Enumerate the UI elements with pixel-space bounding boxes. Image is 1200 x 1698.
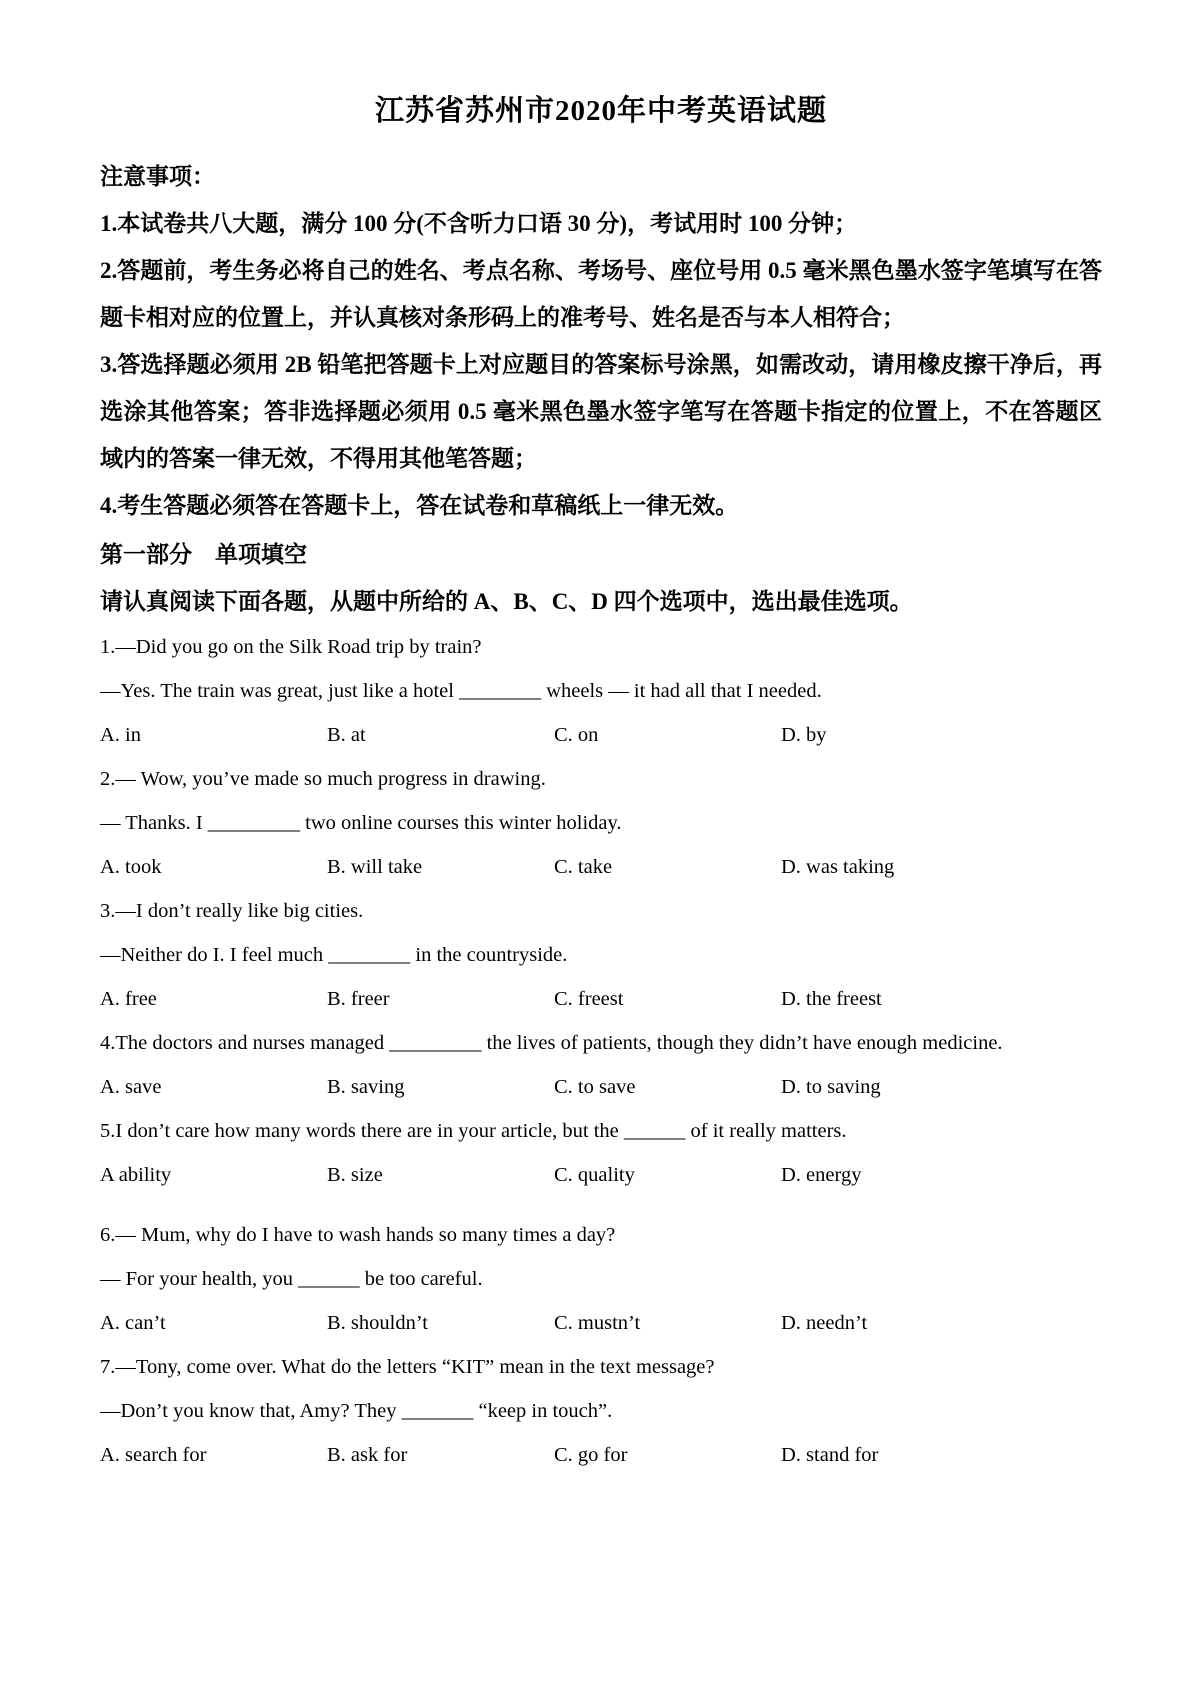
question-3 [100, 889, 1102, 1021]
option-d: D. stand for [781, 1444, 879, 1466]
option-a: A. save [100, 1076, 162, 1098]
notice-section [100, 153, 1102, 529]
option-d: D. needn’t [781, 1312, 868, 1334]
option-b: B. size [327, 1164, 383, 1186]
question-5-options [100, 1153, 1102, 1197]
option-a: A. took [100, 856, 162, 878]
option-a: A. search for [100, 1444, 207, 1466]
question-1-line-2: —Yes. The train was great, just like a hotel ________ wheels — it had all that I needed. [100, 680, 822, 702]
option-c: C. quality [554, 1164, 635, 1186]
option-a: A ability [100, 1164, 172, 1186]
option-a: A. in [100, 724, 141, 746]
page-title: 江苏省苏州市2020年中考英语试题 [374, 95, 827, 127]
option-b: B. at [327, 724, 366, 746]
option-b: B. ask for [327, 1444, 408, 1466]
option-d: D. energy [781, 1164, 862, 1186]
notice-item-2: 2.答题前，考生务必将自己的姓名、考点名称、考场号、座位号用 0.5 毫米黑色墨水签字笔填写在答题卡相对应的位置上，并认真核对条形码上的准考号、姓名是否与本人相符合； [100, 258, 1102, 330]
question-2-options [100, 845, 1102, 889]
question-5-line-1: 5.I don’t care how many words there are in your article, but the ______ of it really matters. [100, 1120, 847, 1142]
option-b: B. will take [327, 856, 423, 878]
question-7-line-1: 7.—Tony, come over. What do the letters “KIT” mean in the text message? [100, 1356, 715, 1378]
question-5 [100, 1109, 1102, 1197]
notice-item-4: 4.考生答题必须答在答题卡上，答在试卷和草稿纸上一律无效。 [100, 493, 739, 518]
question-1-line-1: 1.—Did you go on the Silk Road trip by train? [100, 636, 482, 658]
notice-header: 注意事项： [100, 164, 215, 189]
question-2-line-1: 2.— Wow, you’ve made so much progress in drawing. [100, 768, 546, 790]
question-4-options [100, 1065, 1102, 1109]
question-3-line-2: —Neither do I. I feel much ________ in the countryside. [100, 944, 568, 966]
option-d: D. by [781, 724, 827, 746]
option-c: C. take [554, 856, 613, 878]
question-2 [100, 757, 1102, 889]
question-4-line-1: 4.The doctors and nurses managed _________ the lives of patients, though they didn’t have enough medicine. [100, 1032, 1003, 1054]
section-instruction: 请认真阅读下面各题，从题中所给的 A、B、C、D 四个选项中，选出最佳选项。 [100, 589, 913, 614]
option-c: C. to save [554, 1076, 636, 1098]
option-b: B. saving [327, 1076, 405, 1098]
option-d: D. to saving [781, 1076, 881, 1098]
option-d: D. the freest [781, 988, 882, 1010]
question-6 [100, 1213, 1102, 1345]
question-7-options [100, 1433, 1102, 1477]
option-c: C. go for [554, 1444, 628, 1466]
option-a: A. free [100, 988, 157, 1010]
question-3-line-1: 3.—I don’t really like big cities. [100, 900, 364, 922]
option-a: A. can’t [100, 1312, 166, 1334]
question-3-options [100, 977, 1102, 1021]
question-2-line-2: — Thanks. I _________ two online courses this winter holiday. [100, 812, 622, 834]
section-title: 第一部分 单项填空 [100, 542, 307, 567]
option-c: C. on [554, 724, 599, 746]
question-6-options [100, 1301, 1102, 1345]
option-c: C. freest [554, 988, 624, 1010]
question-6-line-1: 6.— Mum, why do I have to wash hands so many times a day? [100, 1224, 616, 1246]
notice-item-1: 1.本试卷共八大题，满分 100 分(不含听力口语 30 分)，考试用时 100 分钟； [100, 211, 858, 236]
question-1-options [100, 713, 1102, 757]
notice-item-3: 3.答选择题必须用 2B 铅笔把答题卡上对应题目的答案标号涂黑，如需改动，请用橡皮擦干净后，再选涂其他答案；答非选择题必须用 0.5 毫米黑色墨水签字笔写在答题卡指定的位置上，不在答题区域内的答案一律无效，不得用其他笔答题； [100, 352, 1102, 471]
option-b: B. freer [327, 988, 390, 1010]
option-d: D. was taking [781, 856, 895, 878]
question-7 [100, 1345, 1102, 1477]
question-4 [100, 1021, 1102, 1109]
question-6-line-2: — For your health, you ______ be too careful. [100, 1268, 483, 1290]
option-c: C. mustn’t [554, 1312, 641, 1334]
question-7-line-2: —Don’t you know that, Amy? They _______ “keep in touch”. [100, 1400, 613, 1422]
question-1 [100, 625, 1102, 757]
option-b: B. shouldn’t [327, 1312, 428, 1334]
